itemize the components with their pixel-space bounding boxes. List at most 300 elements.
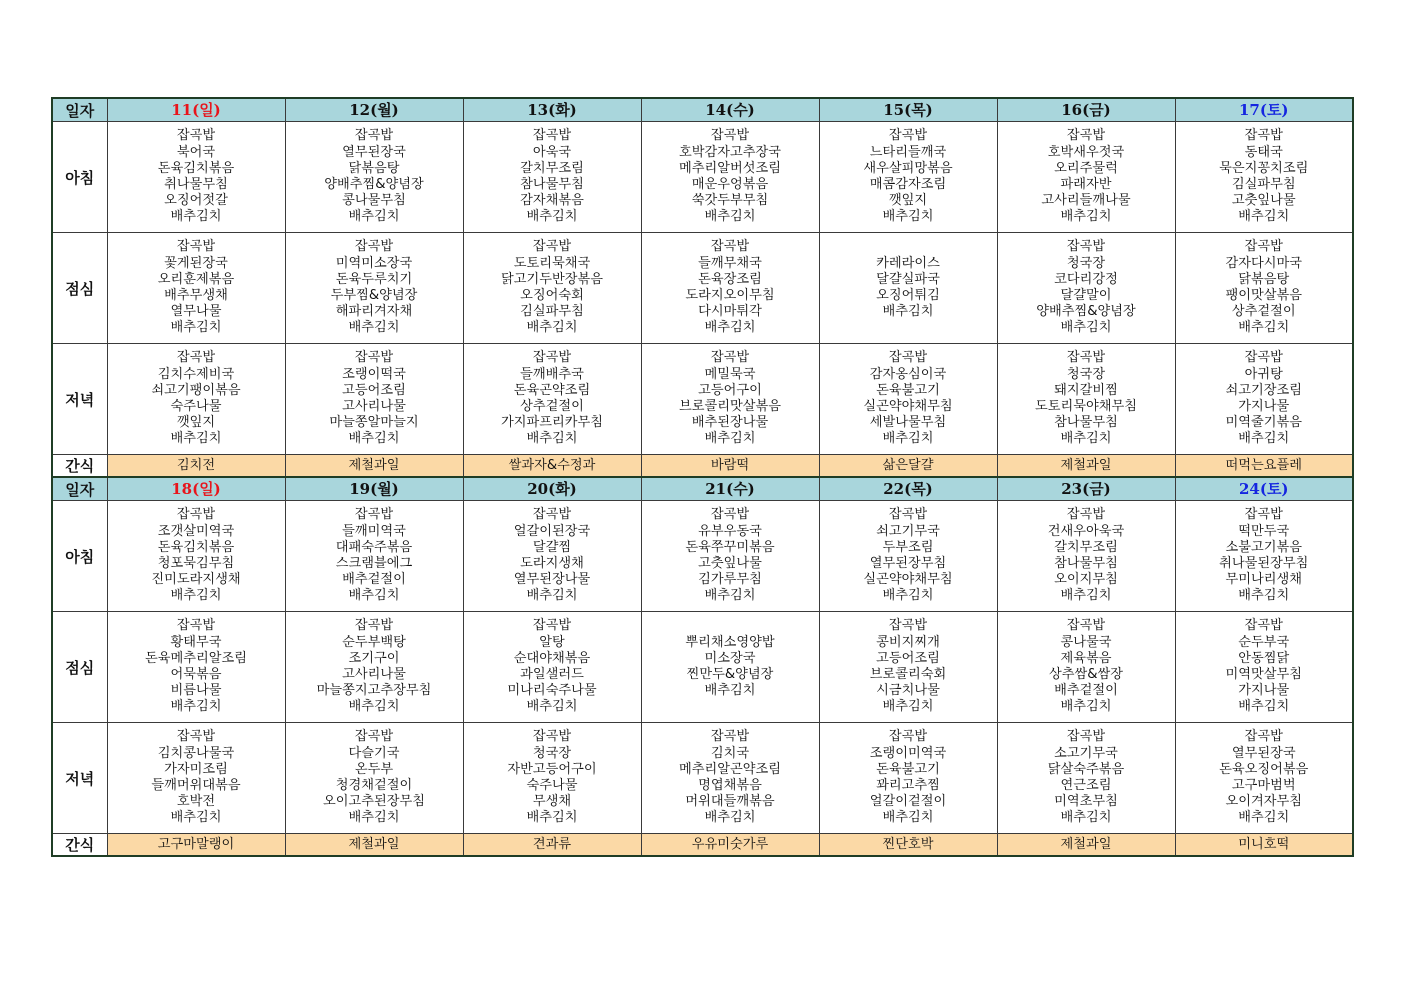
meal-cell [641, 122, 819, 233]
meal-cell [107, 501, 285, 612]
menu-item: 배추김치 [882, 431, 934, 447]
menu-item: 잡곡밥 [1066, 239, 1106, 255]
menu-item: 배추김치 [348, 431, 400, 447]
date-label: 20(화) [527, 479, 577, 498]
menu-item: 도토리묵채국 [513, 255, 591, 271]
menu-list [820, 507, 997, 604]
menu-item: 고등어조림 [342, 382, 406, 398]
menu-item: 닭볶음탕 [348, 160, 400, 176]
menu-item: 콩비지찌개 [876, 634, 940, 650]
snack-cell: 제철과일 [285, 455, 463, 478]
date-cell [641, 477, 819, 501]
menu-item: 잡곡밥 [532, 507, 572, 523]
menu-item: 잡곡밥 [888, 729, 928, 745]
snack-row [52, 455, 1353, 478]
menu-item: 고사리나물 [342, 667, 406, 682]
meal-cell [285, 501, 463, 612]
meal-row-dinner [52, 723, 1353, 834]
menu-item: 얼갈이된장국 [513, 523, 591, 539]
menu-item: 가지파프리카무침 [501, 415, 603, 431]
meal-cell [463, 344, 641, 455]
menu-item: 새우살피망볶음 [863, 160, 953, 176]
menu-item: 잡곡밥 [888, 618, 928, 634]
menu-item: 배추김치 [348, 320, 400, 336]
menu-item: 잡곡밥 [176, 618, 216, 634]
menu-item: 잡곡밥 [888, 507, 928, 523]
menu-item: 돈육김치볶음 [157, 160, 235, 176]
date-label: 22(목) [883, 479, 933, 498]
menu-item: 오이지무침 [1054, 572, 1118, 588]
menu-item: 잡곡밥 [710, 350, 750, 366]
date-label: 19(월) [349, 479, 399, 498]
menu-item: 꽃게된장국 [164, 255, 228, 271]
menu-item: 청경채겉절이 [335, 778, 413, 793]
menu-item: 잡곡밥 [1244, 618, 1283, 634]
menu-item: 잡곡밥 [1066, 618, 1106, 634]
menu-item: 상추겉절이 [1231, 304, 1296, 320]
menu-item: 과일샐러드 [520, 667, 584, 682]
menu-item: 꽈리고추찜 [876, 778, 940, 793]
menu-item: 쇠고기팽이볶음 [151, 382, 241, 398]
menu-item: 배추김치 [1060, 588, 1112, 604]
menu-item: 배추김치 [170, 431, 222, 447]
meal-row-breakfast [52, 501, 1353, 612]
menu-item: 매콤감자조림 [869, 177, 947, 192]
menu-list [108, 350, 285, 447]
menu-item: 배추김치 [704, 588, 756, 604]
menu-item: 상추겉절이 [520, 399, 584, 414]
menu-item: 열무나물 [170, 304, 222, 320]
row-label-breakfast: 아침 [52, 122, 107, 233]
menu-item: 돈육메추리알조림 [145, 650, 247, 666]
menu-list [464, 128, 641, 225]
menu-item: 상추쌈&쌈장 [1049, 667, 1123, 682]
menu-item: 가지나물 [1238, 399, 1290, 414]
menu-item: 배추김치 [348, 588, 400, 604]
menu-list [1176, 128, 1353, 225]
menu-item: 어묵볶음 [170, 667, 222, 682]
menu-list [464, 350, 641, 447]
menu-item: 배추김치 [704, 431, 756, 447]
menu-list [820, 729, 997, 826]
menu-item: 쇠고기무국 [876, 523, 940, 539]
menu-item: 배추김치 [1238, 699, 1290, 715]
date-cell [463, 477, 641, 501]
menu-item: 콩나물무침 [342, 193, 406, 209]
date-cell [107, 98, 285, 122]
menu-item: 온두부 [354, 761, 394, 777]
menu-item: 호박감자고추장국 [679, 144, 781, 160]
menu-item: 배추김치 [704, 320, 756, 336]
menu-item: 감자채볶음 [520, 193, 584, 209]
menu-list [1176, 618, 1353, 715]
menu-item: 잡곡밥 [1244, 239, 1283, 255]
date-header-row [52, 98, 1353, 122]
menu-item: 달걀실파국 [876, 271, 940, 287]
meal-cell [641, 723, 819, 834]
date-cell [1175, 98, 1353, 122]
date-cell [997, 98, 1175, 122]
menu-item: 무미나리생채 [1225, 572, 1302, 588]
menu-item: 미역맛살무침 [1225, 667, 1302, 682]
menu-item: 잡곡밥 [710, 128, 750, 144]
meal-cell [641, 344, 819, 455]
snack-cell: 제철과일 [997, 834, 1175, 857]
menu-item: 배추김치 [1060, 209, 1112, 225]
menu-item: 김실파무침 [1231, 177, 1296, 192]
menu-item: 코다리강정 [1054, 271, 1118, 287]
menu-item: 깻잎지 [176, 415, 216, 431]
menu-item: 미나리숙주나물 [507, 683, 597, 699]
meal-cell [641, 612, 819, 723]
menu-item: 북어국 [176, 144, 216, 160]
meal-cell [463, 612, 641, 723]
menu-list [464, 618, 641, 715]
menu-item: 배추김치 [1060, 431, 1112, 447]
menu-list [998, 618, 1175, 715]
menu-item: 다슬기국 [348, 745, 400, 761]
menu-item: 닭고기두반장볶음 [501, 271, 603, 287]
menu-item: 얼갈이겉절이 [869, 794, 947, 810]
meal-cell [1175, 233, 1353, 344]
menu-item: 들깨무채국 [698, 255, 762, 271]
date-cell [107, 477, 285, 501]
menu-item: 브로콜리숙회 [869, 667, 947, 682]
date-label: 24(토) [1238, 479, 1289, 498]
menu-list [108, 729, 285, 826]
date-cell [997, 477, 1175, 501]
menu-list [286, 729, 463, 826]
menu-item: 잡곡밥 [1244, 729, 1283, 745]
menu-item: 감자다시마국 [1225, 255, 1302, 271]
meal-cell [107, 612, 285, 723]
meal-row-breakfast [52, 122, 1353, 233]
menu-item: 갈치무조림 [1054, 539, 1118, 555]
menu-list [642, 350, 819, 447]
menu-item: 두부찜&양념장 [330, 288, 418, 303]
menu-item: 오리주물럭 [1054, 160, 1118, 176]
menu-item: 미역미소장국 [335, 255, 413, 271]
menu-item: 양배추찜&양념장 [324, 177, 424, 192]
menu-item: 깻잎지 [888, 193, 928, 209]
menu-list [1176, 729, 1353, 826]
menu-item: 청국장 [532, 745, 572, 761]
meal-row-lunch [52, 612, 1353, 723]
menu-item: 가자미조림 [164, 761, 228, 777]
meal-cell [641, 233, 819, 344]
meal-cell [641, 501, 819, 612]
menu-list [998, 239, 1175, 336]
menu-item: 잡곡밥 [888, 350, 928, 366]
menu-item: 팽이맛살볶음 [1225, 288, 1302, 303]
menu-item: 뿌리채소영양밥 [685, 634, 775, 650]
meal-cell [463, 501, 641, 612]
menu-list [820, 256, 997, 321]
meal-cell [285, 122, 463, 233]
menu-item: 해파리겨자채 [335, 304, 413, 320]
menu-item: 호박전 [176, 794, 216, 810]
menu-item: 닭볶음탕 [1238, 271, 1290, 287]
menu-item: 잡곡밥 [532, 239, 572, 255]
date-label: 13(화) [527, 100, 577, 119]
meal-cell [1175, 122, 1353, 233]
menu-item: 진미도라지생채 [151, 572, 241, 588]
snack-row [52, 834, 1353, 857]
menu-item: 배추김치 [1238, 320, 1290, 336]
menu-item: 잡곡밥 [710, 239, 750, 255]
menu-item: 배추김치 [1060, 810, 1112, 826]
menu-item: 배추김치 [1238, 209, 1290, 225]
menu-item: 닭살숙주볶음 [1047, 761, 1125, 777]
meal-cell [463, 233, 641, 344]
menu-list [642, 128, 819, 225]
menu-item: 시금치나물 [876, 683, 940, 699]
date-cell [819, 477, 997, 501]
menu-item: 제육볶음 [1060, 650, 1112, 666]
menu-item: 파래자반 [1060, 177, 1112, 192]
menu-item: 잡곡밥 [710, 507, 750, 523]
meal-cell [107, 233, 285, 344]
menu-item: 배추김치 [882, 810, 934, 826]
menu-list [642, 239, 819, 336]
menu-item: 호박새우젓국 [1047, 144, 1125, 160]
menu-item: 배추김치 [170, 209, 222, 225]
menu-item: 떡만두국 [1238, 523, 1290, 539]
menu-item: 참나물무침 [1054, 556, 1118, 571]
menu-item: 배추김치 [170, 699, 222, 715]
menu-item: 동태국 [1244, 144, 1283, 160]
date-label: 23(금) [1061, 479, 1111, 498]
menu-item: 배추김치 [1238, 588, 1290, 604]
menu-item: 참나물무침 [520, 177, 584, 192]
meal-row-lunch [52, 233, 1353, 344]
menu-item: 알탕 [539, 634, 565, 650]
snack-cell: 떠먹는요플레 [1175, 455, 1353, 478]
meal-cell [997, 501, 1175, 612]
menu-list [820, 350, 997, 447]
menu-item: 잡곡밥 [710, 729, 750, 745]
menu-item: 오징어젓갈 [164, 193, 228, 209]
menu-item: 고구마범벅 [1231, 778, 1296, 793]
menu-item: 매운우엉볶음 [691, 177, 769, 192]
meal-cell [997, 233, 1175, 344]
menu-item: 김치국 [710, 745, 750, 761]
weekly-meal-table [51, 97, 1354, 857]
menu-item: 소불고기볶음 [1225, 539, 1302, 555]
menu-item: 가지나물 [1238, 683, 1290, 699]
menu-item: 오이겨자무침 [1225, 794, 1302, 810]
menu-item: 순두부국 [1238, 634, 1290, 650]
menu-item: 청국장 [1066, 255, 1106, 271]
menu-item: 배추김치 [526, 209, 578, 225]
menu-item: 배추무생채 [164, 288, 228, 303]
menu-item: 배추김치 [1238, 431, 1290, 447]
menu-item: 찐만두&양념장 [686, 667, 774, 682]
menu-list [642, 729, 819, 826]
menu-list [286, 507, 463, 604]
menu-item: 배추김치 [170, 810, 222, 826]
date-label: 11(일) [171, 100, 221, 119]
menu-item: 연근조림 [1060, 778, 1112, 793]
menu-item: 소고기무국 [1054, 745, 1118, 761]
menu-item: 돈육곤약조림 [513, 382, 591, 398]
menu-item: 돈육불고기 [876, 382, 940, 398]
menu-item: 배추김치 [704, 209, 756, 225]
menu-item: 잡곡밥 [1066, 507, 1106, 523]
date-label: 12(월) [349, 100, 399, 119]
menu-item: 미소장국 [704, 650, 756, 666]
menu-item: 배추김치 [170, 320, 222, 336]
menu-item: 잡곡밥 [532, 618, 572, 634]
menu-item: 오리훈제볶음 [157, 271, 235, 287]
menu-item: 숙주나물 [526, 778, 578, 793]
menu-item: 배추겉절이 [342, 572, 406, 588]
menu-list [108, 239, 285, 336]
menu-item: 마늘쫑알마늘지 [329, 415, 419, 431]
menu-item: 잡곡밥 [354, 729, 394, 745]
menu-list [820, 128, 997, 225]
menu-list [998, 507, 1175, 604]
menu-item: 잡곡밥 [176, 729, 216, 745]
menu-item: 잡곡밥 [532, 729, 572, 745]
menu-item: 감자옹심이국 [869, 366, 947, 382]
snack-cell: 견과류 [463, 834, 641, 857]
menu-item: 아귀탕 [1244, 366, 1283, 382]
date-label: 17(토) [1238, 100, 1289, 119]
menu-list [108, 128, 285, 225]
menu-item: 미역초무침 [1054, 794, 1118, 810]
menu-item: 열무된장무침 [869, 556, 947, 571]
menu-item: 배추김치 [348, 699, 400, 715]
menu-item: 돼지갈비찜 [1054, 382, 1118, 398]
menu-item: 배추김치 [882, 304, 934, 320]
menu-item: 배추김치 [882, 699, 934, 715]
menu-item: 참나물무침 [1054, 415, 1118, 431]
menu-item: 건새우아욱국 [1047, 523, 1125, 539]
menu-item: 김치수제비국 [157, 366, 235, 382]
date-cell [463, 98, 641, 122]
snack-cell: 김치전 [107, 455, 285, 478]
menu-list [108, 507, 285, 604]
meal-cell [107, 122, 285, 233]
row-label-date: 일자 [52, 98, 107, 122]
date-label: 15(목) [883, 100, 933, 119]
menu-item: 취나물무침 [164, 177, 228, 192]
meal-cell [463, 122, 641, 233]
menu-item: 쑥갓두부무침 [691, 193, 769, 209]
menu-item: 브로콜리맛살볶음 [679, 399, 781, 414]
menu-item: 스크램블에그 [335, 556, 413, 571]
menu-item: 고사리들깨나물 [1041, 193, 1131, 209]
menu-item: 황태무국 [170, 634, 222, 650]
menu-item: 조랭이떡국 [342, 366, 406, 382]
meal-cell [819, 501, 997, 612]
menu-item: 열무된장국 [342, 144, 406, 160]
menu-item: 조랭이미역국 [869, 745, 947, 761]
menu-item: 잡곡밥 [532, 128, 572, 144]
meal-cell [997, 122, 1175, 233]
menu-list [998, 350, 1175, 447]
menu-item: 미역줄기볶음 [1225, 415, 1302, 431]
snack-cell: 미니호떡 [1175, 834, 1353, 857]
menu-item: 들깨미역국 [342, 523, 406, 539]
menu-item: 조갯살미역국 [157, 523, 235, 539]
meal-cell [997, 723, 1175, 834]
menu-item: 메밀묵국 [704, 366, 756, 382]
row-label-dinner: 저녁 [52, 723, 107, 834]
menu-item: 안동찜닭 [1238, 650, 1290, 666]
meal-cell [1175, 612, 1353, 723]
menu-item: 배추김치 [526, 588, 578, 604]
menu-list [286, 128, 463, 225]
menu-item: 배추김치 [526, 431, 578, 447]
menu-item: 배추김치 [526, 699, 578, 715]
meal-cell [819, 344, 997, 455]
menu-list [642, 635, 819, 700]
menu-item: 배추김치 [1060, 699, 1112, 715]
menu-list [1176, 350, 1353, 447]
date-cell [1175, 477, 1353, 501]
row-label-lunch: 점심 [52, 612, 107, 723]
meal-cell [1175, 723, 1353, 834]
snack-cell: 삶은달걀 [819, 455, 997, 478]
menu-item: 달걀찜 [532, 539, 572, 555]
meal-cell [107, 344, 285, 455]
menu-list [1176, 239, 1353, 336]
snack-cell: 쌀과자&수정과 [463, 455, 641, 478]
menu-item: 콩나물국 [1060, 634, 1112, 650]
menu-item: 배추김치 [882, 588, 934, 604]
menu-item: 오징어숙회 [520, 288, 584, 303]
meal-cell [285, 723, 463, 834]
date-label: 16(금) [1061, 100, 1111, 119]
menu-item: 잡곡밥 [176, 350, 216, 366]
menu-item: 잡곡밥 [1244, 507, 1283, 523]
menu-item: 마늘쫑지고추장무침 [316, 683, 432, 699]
menu-item: 배추김치 [526, 320, 578, 336]
menu-list [998, 729, 1175, 826]
menu-item: 유부우동국 [698, 523, 762, 539]
meal-cell [1175, 344, 1353, 455]
menu-list [286, 618, 463, 715]
menu-list [464, 729, 641, 826]
menu-item: 열무된장나물 [513, 572, 591, 588]
menu-item: 메추리알곤약조림 [679, 761, 781, 777]
menu-item: 순두부백탕 [342, 634, 406, 650]
menu-item: 잡곡밥 [1066, 128, 1106, 144]
menu-item: 순대야채볶음 [513, 650, 591, 666]
meal-cell [1175, 501, 1353, 612]
menu-item: 도라지오이무침 [685, 288, 775, 303]
menu-item: 잡곡밥 [354, 618, 394, 634]
menu-item: 달걀말이 [1060, 288, 1112, 303]
meal-cell [285, 233, 463, 344]
menu-list [286, 239, 463, 336]
menu-item: 김치콩나물국 [157, 745, 235, 761]
menu-item: 열무된장국 [1231, 745, 1296, 761]
menu-item: 배추김치 [348, 810, 400, 826]
date-label: 21(수) [705, 479, 755, 498]
menu-item: 들깨머위대볶음 [151, 778, 241, 793]
menu-item: 잡곡밥 [888, 128, 928, 144]
meal-cell [819, 233, 997, 344]
menu-list [464, 507, 641, 604]
row-label-dinner: 저녁 [52, 344, 107, 455]
snack-cell: 바람떡 [641, 455, 819, 478]
meal-cell [819, 723, 997, 834]
meal-cell [819, 122, 997, 233]
menu-item: 비름나물 [170, 683, 222, 699]
